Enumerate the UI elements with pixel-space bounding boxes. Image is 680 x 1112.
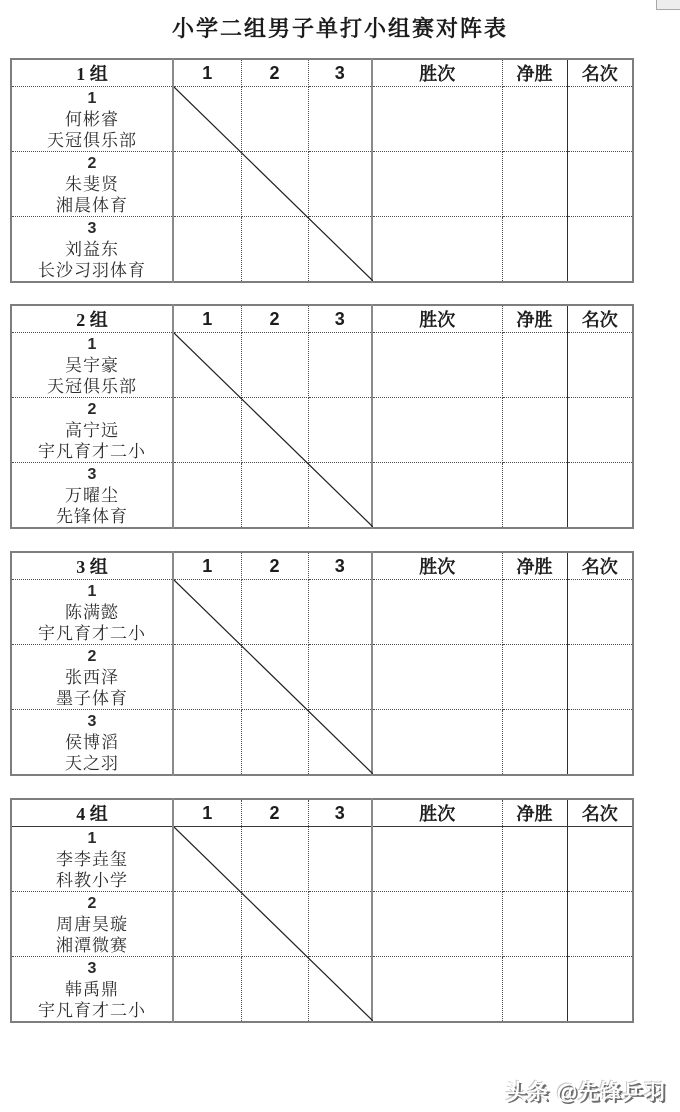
match-cell (241, 152, 308, 217)
group-table-3 (10, 551, 632, 776)
column-header-net-wins: 净胜 (502, 799, 567, 827)
group-label: 3 组 (11, 552, 173, 580)
column-header-rank: 名次 (567, 305, 633, 333)
page-corner-artifact (656, 0, 680, 10)
player-name: 万曜尘 (65, 485, 119, 505)
match-cell (308, 645, 372, 710)
column-header-opponent-3: 3 (308, 799, 372, 827)
player-number: 2 (87, 154, 97, 172)
player-cell (11, 217, 173, 283)
group-table-2 (10, 304, 632, 529)
net-wins-cell (502, 217, 567, 283)
net-wins-cell (502, 87, 567, 152)
player-club: 天之羽 (65, 753, 119, 773)
match-cell (308, 710, 372, 776)
wins-cell (372, 710, 502, 776)
rank-cell (567, 398, 633, 463)
player-cell (11, 957, 173, 1023)
column-header-opponent-1: 1 (173, 59, 241, 87)
group-2-grid (10, 304, 634, 529)
player-cell (11, 645, 173, 710)
player-number: 1 (87, 582, 97, 600)
column-header-rank: 名次 (567, 552, 633, 580)
player-cell (11, 333, 173, 398)
net-wins-cell (502, 892, 567, 957)
column-header-opponent-2: 2 (241, 305, 308, 333)
player-cell (11, 710, 173, 776)
group-label: 1 组 (11, 59, 173, 87)
column-header-net-wins: 净胜 (502, 59, 567, 87)
match-cell (173, 87, 241, 152)
match-cell (308, 957, 372, 1023)
wins-cell (372, 827, 502, 892)
match-cell (241, 892, 308, 957)
player-name: 刘益东 (65, 239, 119, 259)
player-number: 1 (87, 829, 97, 847)
column-header-net-wins: 净胜 (502, 305, 567, 333)
player-name: 侯博滔 (65, 732, 119, 752)
rank-cell (567, 333, 633, 398)
player-club: 长沙习羽体育 (38, 260, 146, 280)
match-cell (308, 398, 372, 463)
player-name: 朱斐贤 (65, 174, 119, 194)
net-wins-cell (502, 710, 567, 776)
match-cell (173, 710, 241, 776)
player-number: 1 (87, 89, 97, 107)
group-4-grid (10, 798, 634, 1023)
player-club: 宇凡育才二小 (38, 1000, 146, 1020)
wins-cell (372, 892, 502, 957)
match-cell (173, 827, 241, 892)
player-name: 周唐昊璇 (56, 914, 128, 934)
wins-cell (372, 398, 502, 463)
match-cell (241, 710, 308, 776)
wins-cell (372, 957, 502, 1023)
column-header-opponent-2: 2 (241, 799, 308, 827)
match-cell (173, 152, 241, 217)
player-club: 天冠俱乐部 (47, 376, 137, 396)
rank-cell (567, 827, 633, 892)
rank-cell (567, 463, 633, 529)
match-cell (241, 87, 308, 152)
net-wins-cell (502, 333, 567, 398)
net-wins-cell (502, 827, 567, 892)
player-club: 湘晨体育 (56, 195, 128, 215)
wins-cell (372, 87, 502, 152)
wins-cell (372, 463, 502, 529)
match-cell (308, 892, 372, 957)
rank-cell (567, 892, 633, 957)
player-club: 宇凡育才二小 (38, 623, 146, 643)
rank-cell (567, 957, 633, 1023)
net-wins-cell (502, 152, 567, 217)
column-header-opponent-3: 3 (308, 552, 372, 580)
match-cell (241, 333, 308, 398)
player-cell (11, 827, 173, 892)
match-cell (241, 827, 308, 892)
wins-cell (372, 333, 502, 398)
match-cell (241, 957, 308, 1023)
column-header-net-wins: 净胜 (502, 552, 567, 580)
match-cell (241, 217, 308, 283)
wins-cell (372, 152, 502, 217)
group-1-grid (10, 58, 634, 283)
column-header-opponent-2: 2 (241, 59, 308, 87)
player-number: 2 (87, 400, 97, 418)
match-cell (308, 580, 372, 645)
net-wins-cell (502, 398, 567, 463)
player-name: 李李垚玺 (56, 849, 128, 869)
column-header-wins: 胜次 (372, 552, 502, 580)
player-name: 韩禹鼎 (65, 979, 119, 999)
player-club: 先锋体育 (56, 506, 128, 526)
rank-cell (567, 87, 633, 152)
match-cell (308, 217, 372, 283)
wins-cell (372, 645, 502, 710)
wins-cell (372, 580, 502, 645)
match-cell (308, 827, 372, 892)
column-header-opponent-1: 1 (173, 305, 241, 333)
match-cell (308, 333, 372, 398)
match-cell (173, 957, 241, 1023)
player-name: 高宁远 (65, 420, 119, 440)
column-header-opponent-1: 1 (173, 799, 241, 827)
wins-cell (372, 217, 502, 283)
column-header-wins: 胜次 (372, 305, 502, 333)
match-cell (173, 217, 241, 283)
group-table-1 (10, 58, 632, 283)
column-header-opponent-1: 1 (173, 552, 241, 580)
match-cell (173, 463, 241, 529)
net-wins-cell (502, 645, 567, 710)
net-wins-cell (502, 580, 567, 645)
player-club: 科教小学 (56, 870, 128, 890)
group-label: 2 组 (11, 305, 173, 333)
rank-cell (567, 580, 633, 645)
column-header-rank: 名次 (567, 799, 633, 827)
player-cell (11, 398, 173, 463)
rank-cell (567, 152, 633, 217)
player-name: 吴宇豪 (65, 355, 119, 375)
column-header-rank: 名次 (567, 59, 633, 87)
player-cell (11, 892, 173, 957)
player-number: 3 (87, 712, 97, 730)
player-name: 张西泽 (65, 667, 119, 687)
match-cell (173, 398, 241, 463)
player-number: 3 (87, 959, 97, 977)
match-cell (241, 463, 308, 529)
column-header-opponent-3: 3 (308, 59, 372, 87)
column-header-wins: 胜次 (372, 59, 502, 87)
player-cell (11, 463, 173, 529)
match-cell (173, 580, 241, 645)
player-club: 湘潭微赛 (56, 935, 128, 955)
rank-cell (567, 217, 633, 283)
player-cell (11, 580, 173, 645)
player-name: 陈满懿 (65, 602, 119, 622)
column-header-opponent-2: 2 (241, 552, 308, 580)
group-label: 4 组 (11, 799, 173, 827)
match-cell (241, 645, 308, 710)
player-club: 宇凡育才二小 (38, 441, 146, 461)
match-cell (173, 892, 241, 957)
watermark: 头条 @先锋乒羽 (505, 1081, 666, 1104)
net-wins-cell (502, 957, 567, 1023)
player-number: 3 (87, 219, 97, 237)
column-header-wins: 胜次 (372, 799, 502, 827)
player-number: 2 (87, 647, 97, 665)
player-cell (11, 152, 173, 217)
player-club: 墨子体育 (56, 688, 128, 708)
player-number: 3 (87, 465, 97, 483)
match-cell (173, 645, 241, 710)
player-number: 1 (87, 335, 97, 353)
player-club: 天冠俱乐部 (47, 130, 137, 150)
match-cell (308, 463, 372, 529)
net-wins-cell (502, 463, 567, 529)
match-cell (173, 333, 241, 398)
rank-cell (567, 710, 633, 776)
match-cell (241, 580, 308, 645)
match-cell (241, 398, 308, 463)
player-cell (11, 87, 173, 152)
page-title: 小学二组男子单打小组赛对阵表 (171, 16, 508, 41)
column-header-opponent-3: 3 (308, 305, 372, 333)
player-name: 何彬睿 (65, 109, 119, 129)
group-table-4 (10, 798, 632, 1023)
rank-cell (567, 645, 633, 710)
match-cell (308, 152, 372, 217)
group-3-grid (10, 551, 634, 776)
match-cell (308, 87, 372, 152)
player-number: 2 (87, 894, 97, 912)
